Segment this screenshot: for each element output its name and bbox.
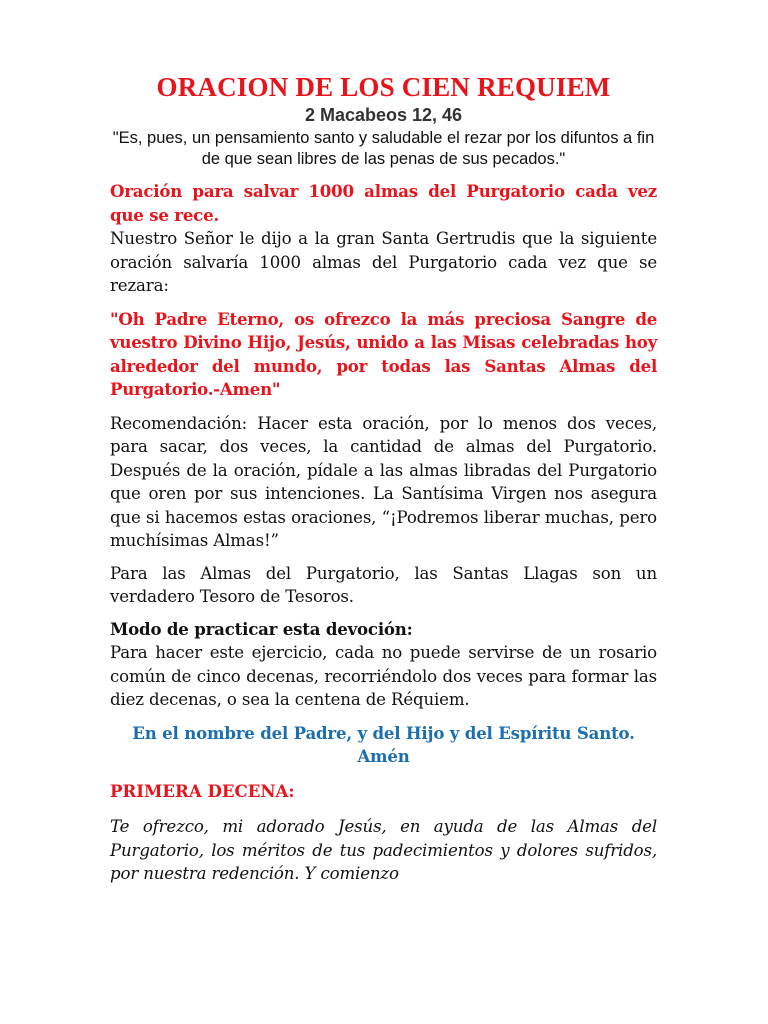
prayer-purpose-heading: Oración para salvar 1000 almas del Purgatorio cada vez que se rece. [110,181,657,225]
document-title: ORACION DE LOS CIEN REQUIEM [156,72,611,102]
treasure-paragraph: Para las Almas del Purgatorio, las Santas Llagas son un verdadero Tesoro de Tesoros. [110,563,657,606]
document-page [110,70,657,886]
main-prayer: "Oh Padre Eterno, os ofrezco la más preciosa Sangre de vuestro Divino Hijo, Jesús, unido a las Misas celebradas hoy alrededor del mundo, por todas las Santas Almas del Purgatorio.-Amen" [110,308,657,399]
sign-of-cross: En el nombre del Padre, y del Hijo y del Espíritu Santo. Amén [132,722,635,766]
scripture-quote: "Es, pues, un pensamiento santo y saludable el rezar por los difuntos a fin de que sean libres de las penas de sus pecados." [112,129,655,168]
practice-heading: Modo de practicar esta devoción: [110,618,413,639]
scripture-reference: 2 Macabeos 12, 46 [304,105,463,125]
intro-paragraph: Nuestro Señor le dijo a la gran Santa Gertrudis que la siguiente oración salvaría 1000 almas del Purgatorio cada vez que se rezara: [110,229,657,295]
first-decade-heading: PRIMERA DECENA: [110,780,295,801]
practice-paragraph: Para hacer este ejercicio, cada no puede servirse de un rosario común de cinco decenas, recorriéndolo dos veces para formar las diez decenas, o sea la centena de Réquiem. [110,643,657,709]
recommendation-paragraph: Recomendación: Hacer esta oración, por lo menos dos veces, para sacar, dos veces, la cantidad de almas del Purgatorio. Después de la oración, pídale a las almas libradas del Purgatorio que oren por sus intenciones. La Santísima Virgen nos asegura que si hacemos estas oraciones, “¡Podremos liberar muchas, pero muchísimas Almas!” [110,413,657,550]
first-decade-text: Te ofrezco, mi adorado Jesús, en ayuda de las Almas del Purgatorio, los méritos de tus padecimientos y dolores sufridos, por nuestra redención. Y comienzo [110,817,657,883]
